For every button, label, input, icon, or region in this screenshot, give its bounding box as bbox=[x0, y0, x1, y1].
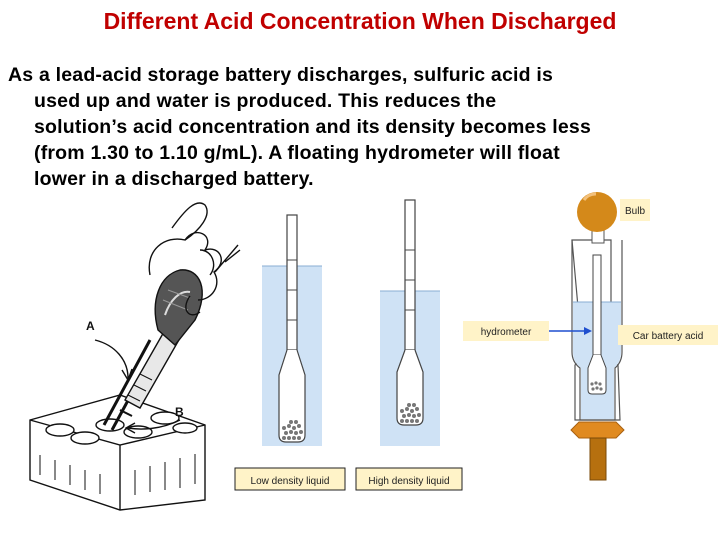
battery-hydrometer-illustration bbox=[30, 203, 240, 510]
hydrometer-label: hydrometer bbox=[480, 327, 532, 338]
high-density-label: High density liquid bbox=[368, 476, 450, 487]
syringe-hydrometer bbox=[571, 192, 624, 480]
label-a: A bbox=[86, 319, 95, 333]
body-line-3: solution’s acid concentration and its density becomes less bbox=[34, 116, 592, 138]
body-line-1: As a lead-acid storage battery discharges, sulfuric acid is bbox=[8, 64, 554, 86]
low-density-label: Low density liquid bbox=[250, 476, 330, 487]
acid-label: Car battery acid bbox=[632, 331, 704, 342]
slide-title: Different Acid Concentration When Discharged bbox=[103, 8, 617, 34]
high-density-cylinder bbox=[380, 200, 440, 446]
low-density-cylinder bbox=[262, 215, 322, 446]
body-line-5: lower in a discharged battery. bbox=[34, 168, 314, 190]
bulb-label: Bulb bbox=[624, 206, 646, 217]
body-line-4: (from 1.30 to 1.10 g/mL). A floating hydrometer will float bbox=[34, 142, 560, 164]
bulb-icon bbox=[577, 192, 617, 232]
body-line-2: used up and water is produced. This reduces the bbox=[34, 90, 497, 112]
label-b: B bbox=[175, 405, 184, 419]
